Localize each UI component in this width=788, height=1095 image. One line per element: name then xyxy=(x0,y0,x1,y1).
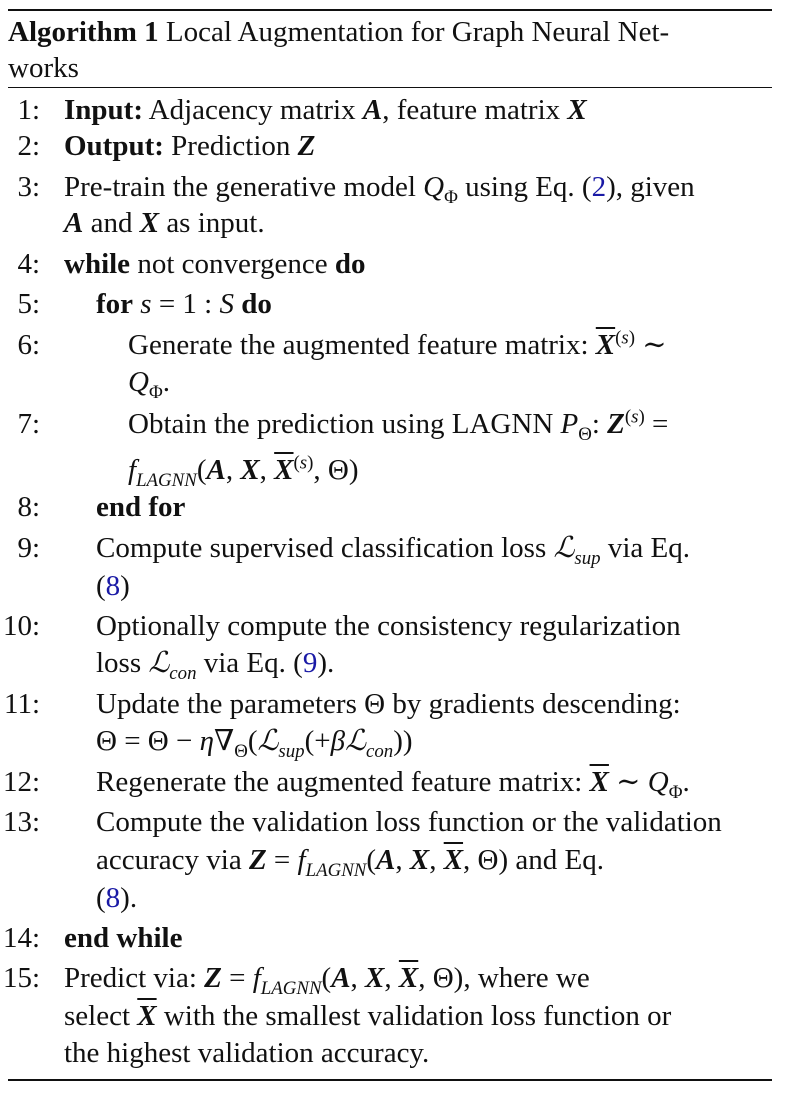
line-number: 8: xyxy=(17,491,40,523)
line-content: (8). xyxy=(96,882,138,914)
line-number: 13: xyxy=(2,806,40,838)
keyword-end-for: end for xyxy=(96,491,186,523)
keyword-do: do xyxy=(334,248,366,280)
line-content: A and X as input. xyxy=(64,207,265,239)
algorithm-line-3-cont xyxy=(0,205,772,241)
algorithm-line-9 xyxy=(0,530,772,569)
line-content: Generate the augmented feature matrix: $\overline{X}^{(s)}$ ∼ xyxy=(128,327,667,361)
line-content: Pre-train the generative model $Q_\Phi$ using Eq. (2), given xyxy=(64,171,695,208)
algorithm-line-11 xyxy=(0,686,772,722)
line-content: $\Theta = \Theta - \eta\nabla_\Theta(ℒ_{sup}(+\beta ℒ_{con}))$ xyxy=(96,725,413,762)
line-number: 14: xyxy=(2,922,40,954)
line-number: 3: xyxy=(17,171,40,203)
top-rule xyxy=(8,9,772,11)
algorithm-line-10-cont xyxy=(0,645,772,684)
line-content: loss ℒ$_{con}$ via Eq. (9). xyxy=(96,647,335,684)
algorithm-line-9-cont xyxy=(0,568,772,604)
keyword-end-while: end while xyxy=(64,922,183,954)
line-number: 6: xyxy=(17,329,40,361)
line-content: Optionally compute the consistency regularization xyxy=(96,610,681,642)
caption-rule xyxy=(8,87,772,88)
line-number: 5: xyxy=(17,288,40,320)
algorithm-line-15 xyxy=(0,960,772,999)
line-content: Regenerate the augmented feature matrix: $\overline{X}$ ∼ $Q_\Phi$. xyxy=(96,766,690,803)
keyword-while: while xyxy=(64,248,131,280)
line-content xyxy=(96,489,185,525)
line-content xyxy=(64,920,182,956)
line-content: (8) xyxy=(96,570,130,602)
algorithm-line-6-cont xyxy=(0,364,772,403)
algorithm-line-12 xyxy=(0,764,772,803)
line-content: while not convergence do xyxy=(64,248,366,280)
line-content: for s = 1 : S do xyxy=(96,288,272,320)
algorithm-title-line2: works xyxy=(8,52,79,84)
line-content: Input: Adjacency matrix A, feature matrix X xyxy=(64,94,587,126)
bottom-rule xyxy=(8,1079,772,1081)
algorithm-label: Algorithm 1 xyxy=(8,16,159,48)
keyword-for: for xyxy=(96,288,134,320)
line-number: 1: xyxy=(17,94,40,126)
line-content: the highest validation accuracy. xyxy=(64,1037,430,1069)
keyword-input: Input: xyxy=(64,94,143,126)
algorithm-line-14 xyxy=(0,920,772,956)
algorithm-line-10 xyxy=(0,608,772,644)
algorithm-line-11-cont xyxy=(0,723,772,762)
equation-link[interactable]: 9 xyxy=(302,647,318,679)
line-content: Compute supervised classification loss ℒ$_{sup}$ via Eq. xyxy=(96,532,690,569)
algorithm-caption xyxy=(8,14,772,86)
line-content: select $\overline{X}$ with the smallest validation loss function or xyxy=(64,1000,672,1032)
keyword-output: Output: xyxy=(64,130,164,162)
algorithm-line-13 xyxy=(0,804,772,840)
line-content: Predict via: $Z = f_{LAGNN}(A$, X, $\overline{X}$, Θ), where we xyxy=(64,962,590,999)
line-number: 4: xyxy=(17,248,40,280)
keyword-do: do xyxy=(241,288,272,320)
algorithm-line-8 xyxy=(0,489,772,525)
algorithm-line-2 xyxy=(0,128,772,164)
algorithm-line-6 xyxy=(0,327,772,363)
line-number: 15: xyxy=(2,962,40,994)
line-number: 12: xyxy=(2,766,40,798)
algorithm-line-4 xyxy=(0,246,772,282)
line-content: accuracy via $Z = f_{LAGNN}(A$, X, $\overline{X}$, Θ) and Eq. xyxy=(96,844,604,881)
algorithm-line-5 xyxy=(0,286,772,322)
line-number: 2: xyxy=(17,130,40,162)
algorithm-title-line1: Local Augmentation for Graph Neural Net- xyxy=(165,16,670,48)
line-number: 11: xyxy=(4,688,40,720)
algorithm-line-3 xyxy=(0,169,772,208)
line-number: 7: xyxy=(17,408,40,440)
algorithm-line-1 xyxy=(0,92,772,128)
line-content: Obtain the prediction using LAGNN $P_\Theta$: $Z^{(s)}$ = xyxy=(128,406,669,445)
line-content: Update the parameters Θ by gradients descending: xyxy=(96,688,681,720)
line-content: $Q_\Phi$. xyxy=(128,366,170,403)
equation-link[interactable]: 8 xyxy=(105,570,121,602)
algorithm-line-15-cont2 xyxy=(0,1035,772,1071)
line-content: Compute the validation loss function or the validation xyxy=(96,806,722,838)
algorithm-line-7 xyxy=(0,406,772,445)
line-content: Output: Prediction Z xyxy=(64,130,316,162)
algorithm-line-13-cont xyxy=(0,842,772,881)
line-content: $f_{LAGNN}(A$, X, $\overline{X}^{(s)}$, Θ) xyxy=(128,452,359,491)
equation-link[interactable]: 2 xyxy=(591,171,607,203)
algorithm-line-13-cont2 xyxy=(0,880,772,916)
algorithm-line-15-cont xyxy=(0,998,772,1034)
equation-link[interactable]: 8 xyxy=(105,882,121,914)
algorithm-line-7-cont xyxy=(0,452,772,491)
line-number: 9: xyxy=(17,532,40,564)
line-number: 10: xyxy=(2,610,40,642)
